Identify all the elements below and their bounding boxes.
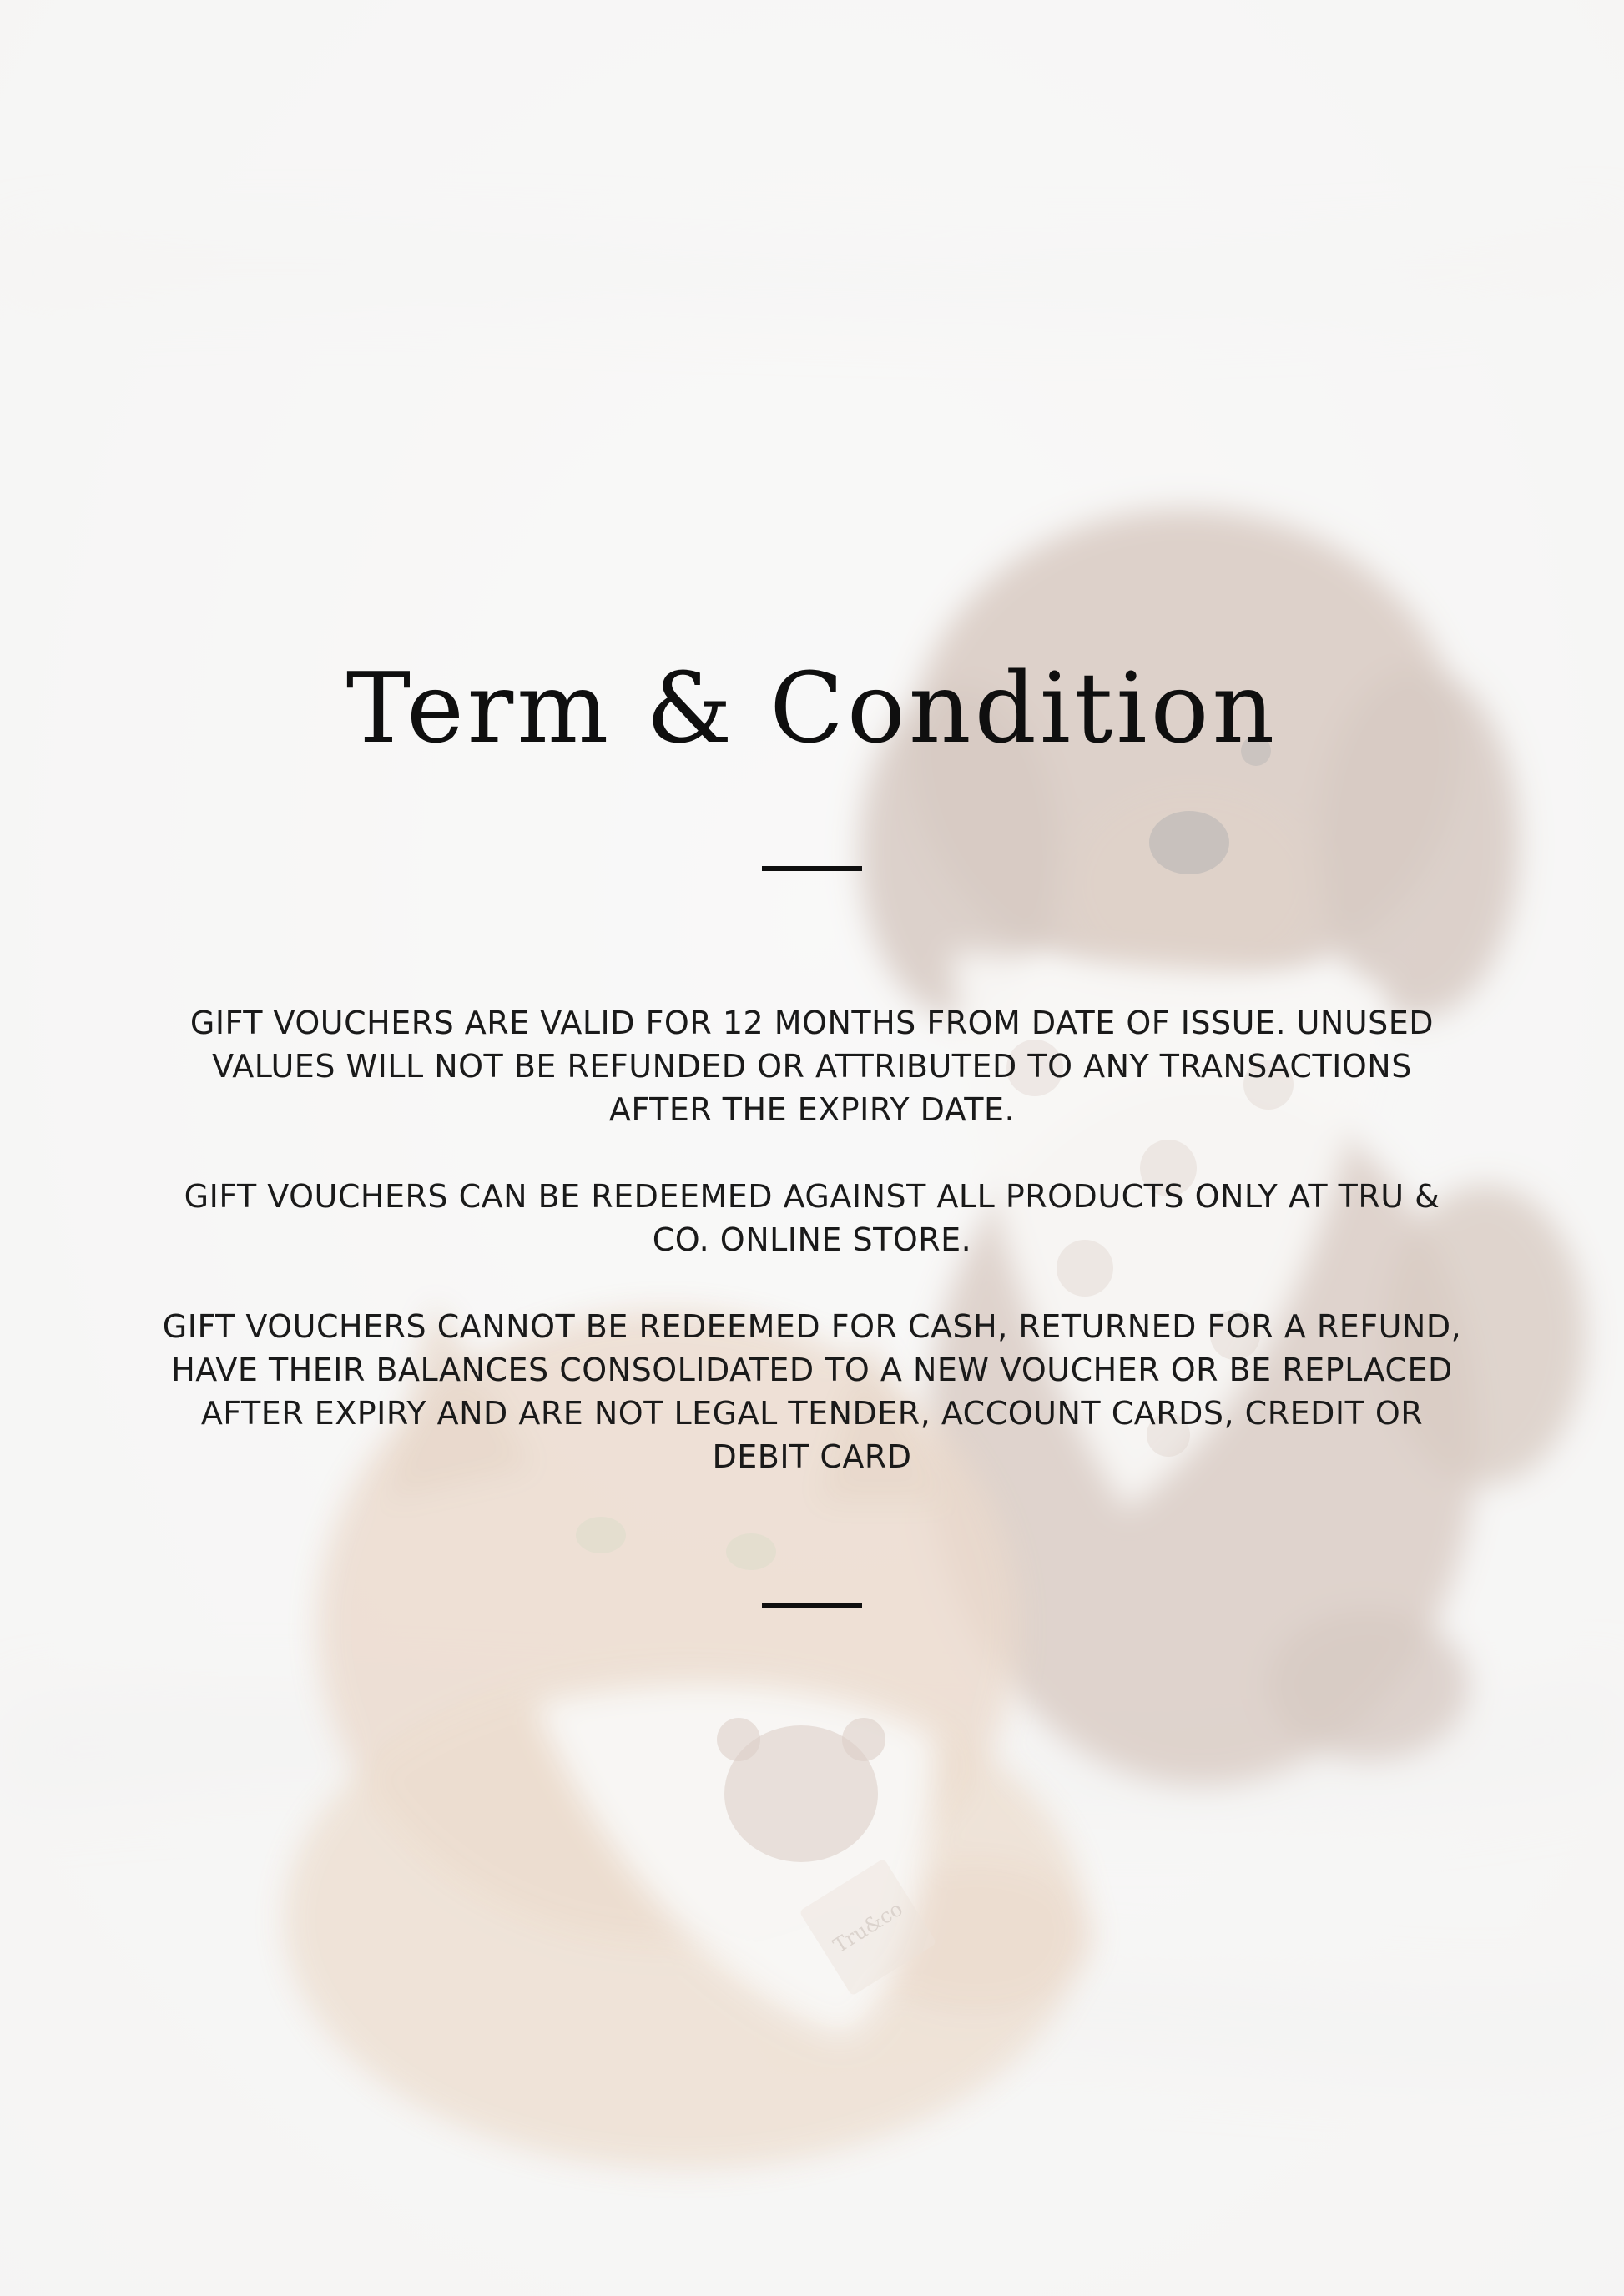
term-item-validity: GIFT VOUCHERS ARE VALID FOR 12 MONTHS FROM DATE OF ISSUE. UNUSED VALUES WILL NOT BE REFUNDED OR ATTRIBUTED TO ANY TRANSACTIONS AFTER THE EXPIRY DATE.: [189, 1004, 1435, 1128]
terms-list: [159, 1001, 1465, 1478]
page-title: Term & Condition: [345, 652, 1279, 765]
divider-bottom: [762, 1603, 862, 1608]
term-item-restrictions: GIFT VOUCHERS CANNOT BE REDEEMED FOR CASH, RETURNED FOR A REFUND, HAVE THEIR BALANCES CONSOLIDATED TO A NEW VOUCHER OR BE REPLACED AFTER EXPIRY AND ARE NOT LEGAL TENDER, ACCOUNT CARDS, CREDIT OR DEBIT CARD: [162, 1308, 1462, 1475]
divider-top: [762, 866, 862, 871]
term-item-redemption: GIFT VOUCHERS CAN BE REDEEMED AGAINST ALL PRODUCTS ONLY AT TRU & CO. ONLINE STORE.: [184, 1178, 1440, 1258]
